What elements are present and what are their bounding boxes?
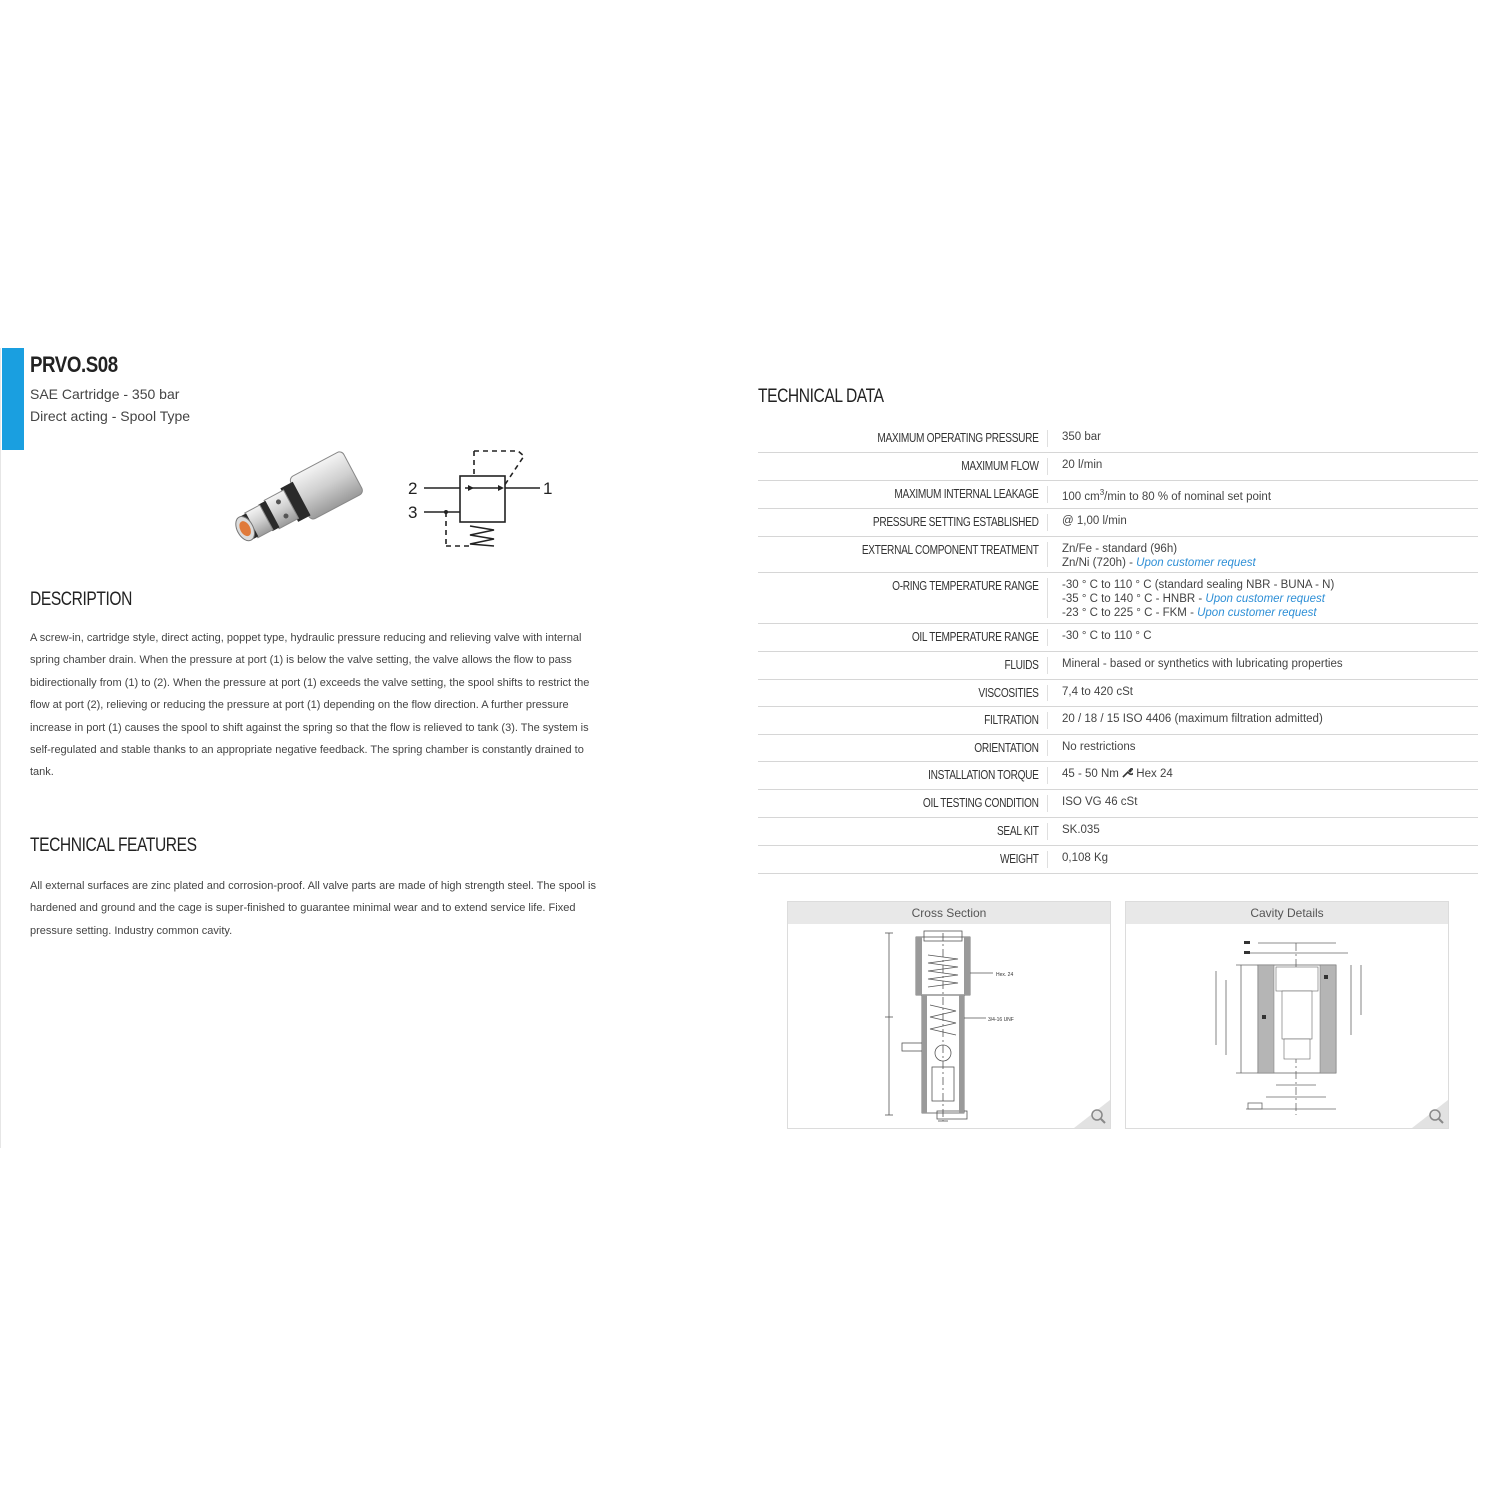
table-row xyxy=(758,481,1478,509)
hydraulic-symbol xyxy=(400,448,560,552)
zoom-icon[interactable] xyxy=(1412,1100,1448,1128)
table-row xyxy=(758,762,1478,790)
row-label: OIL TEMPERATURE RANGE xyxy=(822,629,1048,646)
oring-line-3-text: -23 ° C to 225 ° C - FKM - xyxy=(1062,607,1198,619)
technical-data-heading: TECHNICAL DATA xyxy=(758,386,884,407)
row-value: 7,4 to 420 cSt xyxy=(1062,686,1133,698)
table-row xyxy=(758,453,1478,481)
table-row xyxy=(758,680,1478,707)
treatment-line-2-text: Zn/Ni (720h) - xyxy=(1062,557,1137,569)
table-row xyxy=(758,818,1478,846)
row-label: ORIENTATION xyxy=(822,740,1048,756)
port-3-label: 3 xyxy=(408,503,418,522)
row-label: PRESSURE SETTING ESTABLISHED xyxy=(822,514,1048,531)
accent-bar xyxy=(2,348,24,450)
row-value: Mineral - based or synthetics with lubricating properties xyxy=(1062,658,1343,670)
upon-request-link[interactable]: Upon customer request xyxy=(1136,557,1256,569)
product-subtitle-1: SAE Cartridge - 350 bar xyxy=(30,386,180,402)
row-label: SEAL KIT xyxy=(822,823,1048,840)
description-text: A screw-in, cartridge style, direct acting, poppet type, hydraulic pressure reducing and relieving valve with internal spring chamber drain. When the pressure at port (1) is below the valve setting, the valve allows the flow to pass bidirectionally from (1) to (2). When the pressure at port (1) exceeds the valve setting, the spool shifts to restrict the flow at port (2), relieving or reducing the pressure at port (1) depending on the flow direction. A further pressure increase in port (1) causes the spool to shift against the spring so that the flow is relieved to tank (3). The system is self-regulated and stable thanks to an appropriate negative feedback. The spring chamber is constantly drained to tank. xyxy=(30,632,590,779)
technical-data-table xyxy=(758,425,1478,874)
upon-request-link[interactable]: Upon customer request xyxy=(1197,607,1317,619)
table-row xyxy=(758,425,1478,453)
row-label: MAXIMUM FLOW xyxy=(822,458,1048,475)
row-value: 20 / 18 / 15 ISO 4406 (maximum filtration admitted) xyxy=(1062,713,1323,725)
row-value: 350 bar xyxy=(1062,431,1102,443)
treatment-line-1: Zn/Fe - standard (96h) xyxy=(1062,543,1178,555)
features-heading: TECHNICAL FEATURES xyxy=(30,835,197,856)
row-value: ISO VG 46 cSt xyxy=(1062,796,1138,808)
port-2-label: 2 xyxy=(408,479,418,498)
cavity-details-title: Cavity Details xyxy=(1126,902,1448,924)
row-value: 20 l/min xyxy=(1062,459,1103,471)
row-value xyxy=(1048,542,1256,567)
oring-line-2 xyxy=(1062,592,1334,606)
features-text: All external surfaces are zinc plated and corrosion-proof. All valve parts are made of high strength steel. The spool is hardened and ground and the cage is super-finished to guarantee minimal wear and to extend service life. Fixed pressure setting. Industry common cavity. xyxy=(30,880,596,937)
port-1-label: 1 xyxy=(543,479,553,498)
row-label: OIL TESTING CONDITION xyxy=(822,795,1048,812)
description-heading: DESCRIPTION xyxy=(30,589,132,610)
row-label: VISCOSITIES xyxy=(822,685,1048,701)
torque-value: 45 - 50 Nm xyxy=(1062,768,1119,780)
leakage-value-post: /min to 80 % of nominal set point xyxy=(1104,490,1272,503)
table-row xyxy=(758,509,1478,537)
oring-line-3 xyxy=(1062,606,1334,620)
leakage-value-sup: 3 xyxy=(1099,488,1105,497)
hex-size: Hex 24 xyxy=(1136,768,1173,780)
cavity-drawing xyxy=(1126,925,1448,1128)
cartridge-product-image xyxy=(228,444,378,554)
upon-request-link[interactable]: Upon customer request xyxy=(1205,593,1325,605)
row-label: WEIGHT xyxy=(822,851,1048,868)
svg-text:3/4-16 UNF: 3/4-16 UNF xyxy=(988,1017,1014,1023)
cross-section-drawing xyxy=(788,925,1110,1128)
left-rule xyxy=(0,348,1,1148)
svg-text:Hex. 24: Hex. 24 xyxy=(996,972,1014,978)
table-row xyxy=(758,652,1478,680)
oring-line-1: -30 ° C to 110 ° C (standard sealing NBR - BUNA - N) xyxy=(1062,579,1335,591)
table-row xyxy=(758,790,1478,818)
table-row xyxy=(758,735,1478,762)
table-row xyxy=(758,573,1478,624)
cavity-details-panel[interactable] xyxy=(1125,901,1449,1129)
table-row xyxy=(758,846,1478,874)
oring-line-2-text: -35 ° C to 140 ° C - HNBR - xyxy=(1062,593,1206,605)
table-row xyxy=(758,624,1478,652)
row-label: O-RING TEMPERATURE RANGE xyxy=(822,578,1048,618)
cross-section-panel[interactable] xyxy=(787,901,1111,1129)
row-value: @ 1,00 l/min xyxy=(1062,515,1127,527)
wrench-icon xyxy=(1122,767,1133,778)
row-value xyxy=(1048,767,1173,784)
row-value xyxy=(1048,578,1334,618)
row-label: FLUIDS xyxy=(822,657,1048,674)
row-value: No restrictions xyxy=(1062,741,1136,753)
product-code: PRVO.S08 xyxy=(30,352,118,377)
product-subtitle-2: Direct acting - Spool Type xyxy=(30,408,191,424)
row-value: 0,108 Kg xyxy=(1062,852,1109,864)
treatment-line-2 xyxy=(1062,556,1256,570)
row-label: FILTRATION xyxy=(822,712,1048,729)
cross-section-title: Cross Section xyxy=(788,902,1110,924)
row-value: SK.035 xyxy=(1062,824,1100,836)
row-value xyxy=(1048,486,1271,503)
row-value: -30 ° C to 110 ° C xyxy=(1062,630,1152,642)
row-label: MAXIMUM INTERNAL LEAKAGE xyxy=(822,486,1048,503)
row-label: INSTALLATION TORQUE xyxy=(822,767,1048,784)
leakage-value-pre: 100 cm xyxy=(1062,490,1100,503)
table-row xyxy=(758,537,1478,573)
row-label: EXTERNAL COMPONENT TREATMENT xyxy=(822,542,1048,567)
zoom-icon[interactable] xyxy=(1074,1100,1110,1128)
table-row xyxy=(758,707,1478,735)
row-label: MAXIMUM OPERATING PRESSURE xyxy=(822,430,1048,447)
